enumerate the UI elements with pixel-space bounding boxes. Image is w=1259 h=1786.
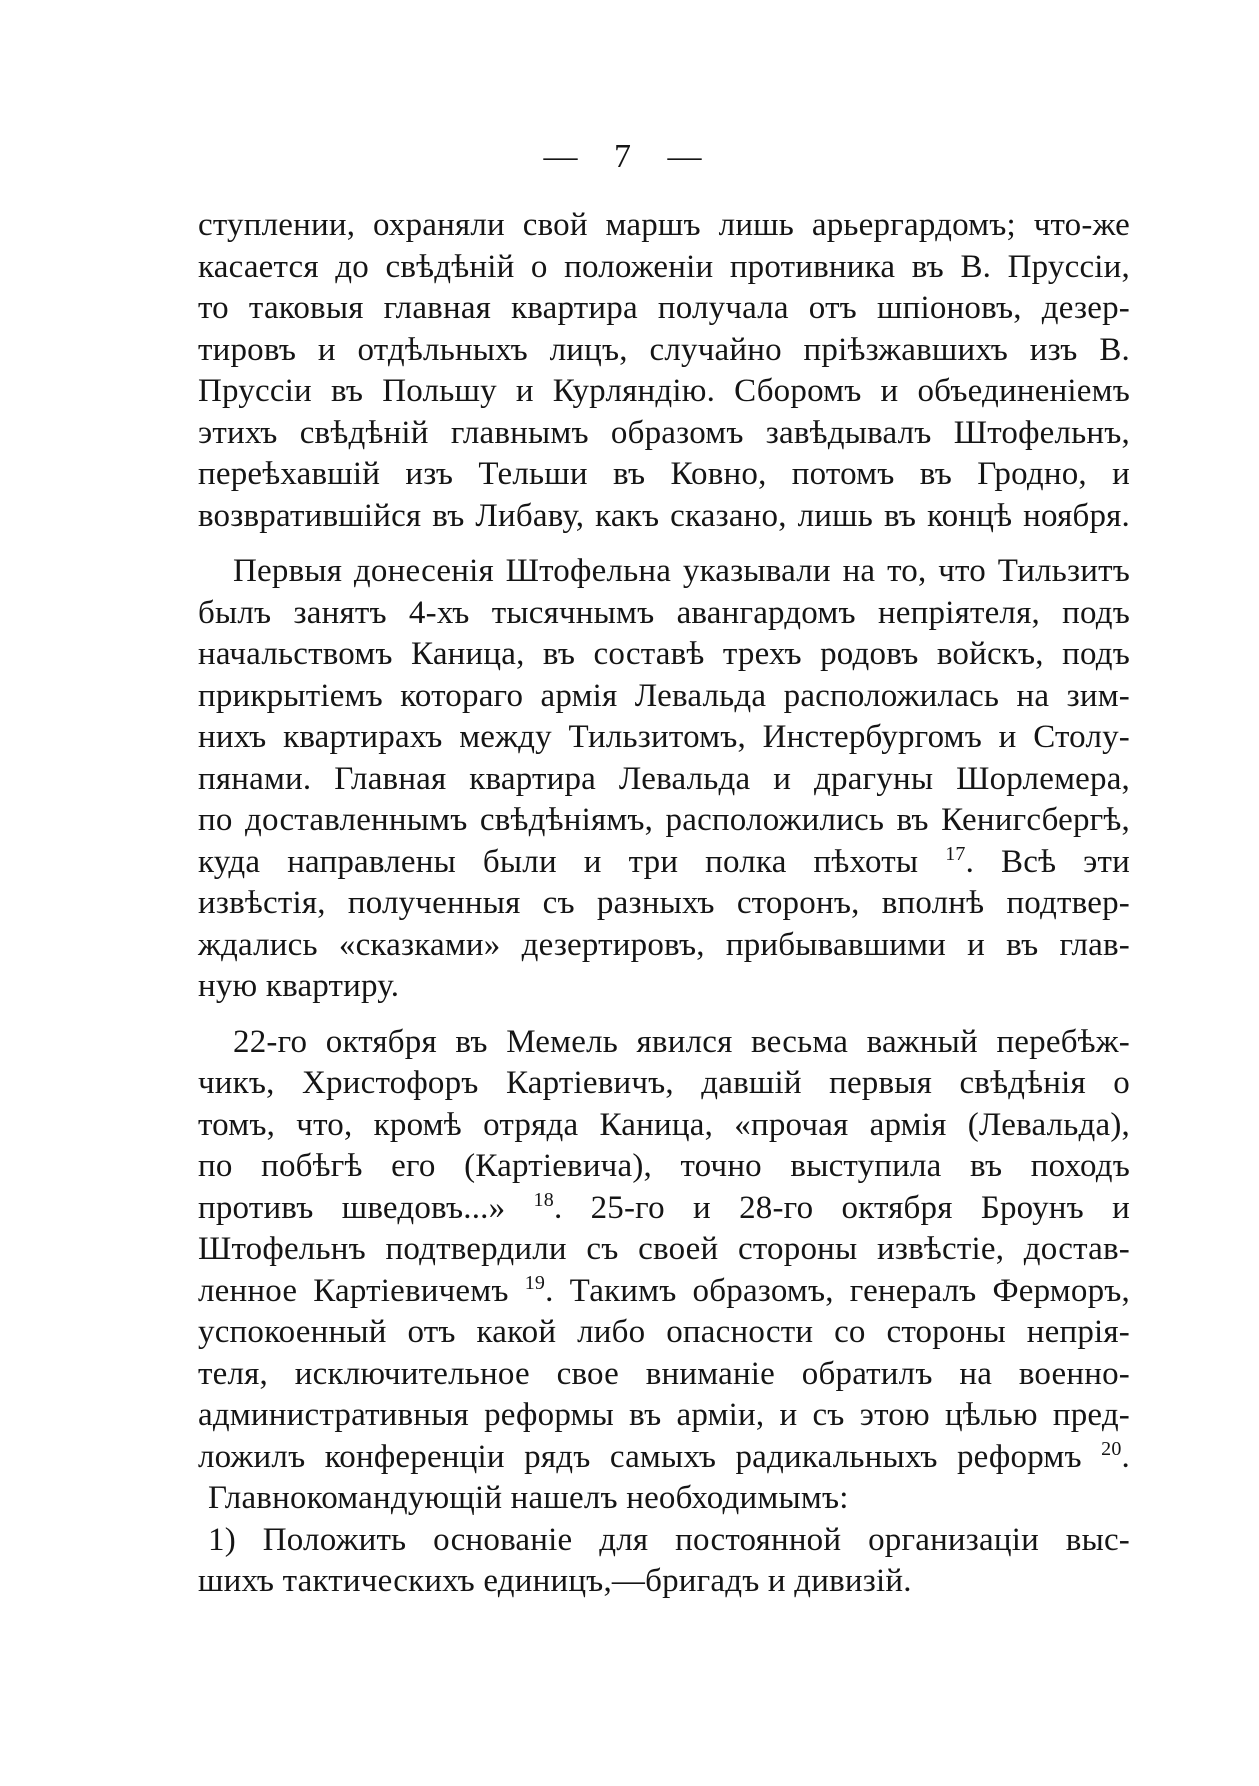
paragraph-5-list-item xyxy=(198,1520,1130,1603)
text-line-with-footnote xyxy=(198,842,1130,884)
text-line: этихъ свѣдѣній главнымъ образомъ завѣдывалъ Штофельнъ, xyxy=(198,414,1130,451)
text-line: нихъ квартирахъ между Тильзитомъ, Инстербургомъ и Столу- xyxy=(198,719,1130,755)
text-line: административныя реформы въ арміи, и съ этою цѣлью пред- xyxy=(198,1397,1130,1433)
text-line: Первыя донесенія Штофельна указывали на то, что Тильзитъ xyxy=(233,553,1130,589)
body-text xyxy=(198,205,1130,1603)
text-line: ждались «сказками» дезертировъ, прибывавшими и въ глав- xyxy=(198,926,1130,963)
text-line: успокоенный отъ какой либо опасности со стороны непрія- xyxy=(198,1314,1130,1350)
text-line: томъ, что, кромѣ отряда Каница, «прочая армія (Левальда), xyxy=(198,1106,1130,1143)
text-line: то таковыя главная квартира получала отъ шпіоновъ, дезер- xyxy=(198,290,1130,326)
paragraph-4 xyxy=(198,1478,1130,1520)
footnote-marker: 19 xyxy=(524,1271,546,1294)
text-line: Штофельнъ подтвердили съ своей стороны извѣстіе, достав- xyxy=(198,1231,1130,1267)
line-text-tail: . Всѣ эти xyxy=(965,843,1131,880)
text-line-with-footnote xyxy=(198,1188,1130,1230)
line-text-tail: . Такимъ образомъ, генералъ Ферморъ, xyxy=(545,1272,1131,1309)
text-line: возвратившійся въ Либаву, какъ сказано, лишь въ концѣ ноября. xyxy=(198,497,1130,534)
page-number: — 7 — xyxy=(543,138,716,175)
text-line: переѣхавшій изъ Тельши въ Ковно, потомъ въ Гродно, и xyxy=(198,456,1130,492)
text-line: Главнокомандующій нашелъ необходимымъ: xyxy=(208,1480,849,1516)
line-text: ленное Картіевичемъ xyxy=(198,1272,509,1309)
text-line: по побѣгѣ его (Картіевича), точно выступила въ походъ xyxy=(198,1148,1130,1184)
line-text: куда направлены были и три полка пѣхоты xyxy=(198,843,919,880)
text-line: 1) Положить основаніе для постоянной организаціи выс- xyxy=(208,1521,1130,1558)
text-line: тировъ и отдѣльныхъ лицъ, случайно пріѣзжавшихъ изъ В. xyxy=(198,331,1130,368)
text-line: касается до свѣдѣній о положеніи противника въ В. Пруссіи, xyxy=(198,248,1130,285)
footnote-marker: 20 xyxy=(1101,1437,1122,1460)
text-line: чикъ, Христофоръ Картіевичъ, давшій первыя свѣдѣнія о xyxy=(198,1065,1130,1101)
line-text-tail: . 25-го и 28-го октября Броунъ и xyxy=(553,1189,1130,1226)
text-line: ступлении, охраняли свой маршъ лишь арьергардомъ; что-же xyxy=(198,207,1130,243)
text-line: Пруссіи въ Польшу и Курляндію. Сборомъ и объединеніемъ xyxy=(198,373,1130,409)
footnote-marker: 18 xyxy=(533,1188,554,1211)
paragraph-3 xyxy=(198,1022,1130,1479)
paragraph-2 xyxy=(198,551,1130,1008)
text-line: прикрытіемъ котораго армія Левальда расположилась на зим- xyxy=(198,677,1130,714)
line-text: противъ шведовъ...» xyxy=(198,1189,506,1226)
paragraph-1 xyxy=(198,205,1130,537)
line-text-tail: . xyxy=(1121,1438,1130,1475)
footnote-marker: 17 xyxy=(945,842,966,865)
text-line: былъ занятъ 4-хъ тысячнымъ авангардомъ непріятеля, подъ xyxy=(198,594,1130,631)
text-line-with-footnote xyxy=(198,1437,1130,1479)
text-line: начальствомъ Каница, въ составѣ трехъ родовъ войскъ, подъ xyxy=(198,636,1130,672)
text-line: 22-го октября въ Мемель явился весьма важный перебѣж- xyxy=(233,1023,1130,1060)
line-text: ложилъ конференціи рядъ самыхъ радикальныхъ реформъ xyxy=(198,1438,1082,1475)
text-line-with-footnote xyxy=(198,1271,1130,1313)
text-line: пянами. Главная квартира Левальда и драгуны Шорлемера, xyxy=(198,760,1130,797)
text-line: теля, исключительное свое вниманіе обратилъ на военно- xyxy=(198,1355,1130,1392)
text-line: извѣстія, полученныя съ разныхъ сторонъ, вполнѣ подтвер- xyxy=(198,885,1130,921)
text-line: по доставленнымъ свѣдѣніямъ, расположились въ Кенигсбергѣ, xyxy=(198,802,1130,838)
text-line: шихъ тактическихъ единицъ,—бригадъ и дивизій. xyxy=(198,1563,912,1599)
text-line: ную квартиру. xyxy=(198,968,400,1004)
